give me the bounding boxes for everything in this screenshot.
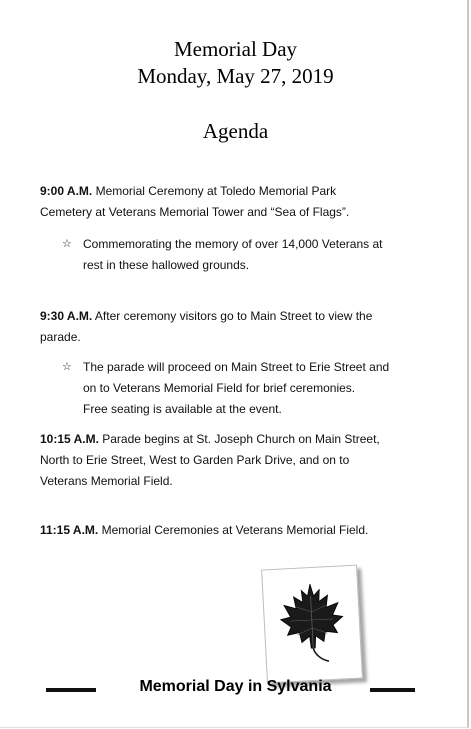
star-outline-icon: ☆ [62, 238, 72, 250]
agenda-item-text: Memorial Ceremony at Toledo Memorial Park [92, 184, 337, 198]
agenda-item-text: Memorial Ceremonies at Veterans Memorial Field. [98, 523, 369, 537]
agenda-bullet-2 [62, 357, 427, 420]
leaf-image [261, 565, 363, 684]
agenda-item-time: 9:00 A.M. [40, 184, 93, 198]
title-block [0, 36, 471, 90]
event-date: Monday, May 27, 2019 [137, 64, 334, 88]
agenda-item-text: After ceremony visitors go to Main Street to view the [92, 309, 373, 323]
page-title: Memorial Day [173, 37, 298, 61]
agenda-item-2 [40, 306, 425, 348]
footer-title: Memorial Day in Sylvania [139, 678, 332, 695]
agenda-heading: Agenda [202, 119, 269, 143]
agenda-item-text: Veterans Memorial Field. [40, 474, 173, 488]
agenda-bullet-1 [62, 234, 427, 276]
agenda-item-text: Parade begins at St. Joseph Church on Main Street, [98, 432, 380, 446]
agenda-item-time: 9:30 A.M. [40, 309, 93, 323]
agenda-bullet-text: The parade will proceed on Main Street to Erie Street and on to Veterans Memorial Field for brief ceremonies. Free seating is available at the event. [83, 360, 390, 416]
agenda-item-3 [40, 429, 425, 492]
maple-leaf-icon [275, 580, 349, 668]
agenda-item-4 [40, 520, 425, 541]
agenda-item-text: Cemetery at Veterans Memorial Tower and “Sea of Flags”. [40, 205, 350, 219]
agenda-item-time: 11:15 A.M. [40, 523, 99, 537]
agenda-item-time: 10:15 A.M. [40, 432, 99, 446]
agenda-item-1 [40, 181, 425, 223]
agenda-item-text: North to Erie Street, West to Garden Park Drive, and on to [40, 453, 350, 467]
star-outline-icon: ☆ [62, 361, 72, 373]
agenda-item-text: parade. [40, 330, 81, 344]
agenda-bullet-text: Commemorating the memory of over 14,000 Veterans at rest in these hallowed grounds. [83, 237, 383, 272]
